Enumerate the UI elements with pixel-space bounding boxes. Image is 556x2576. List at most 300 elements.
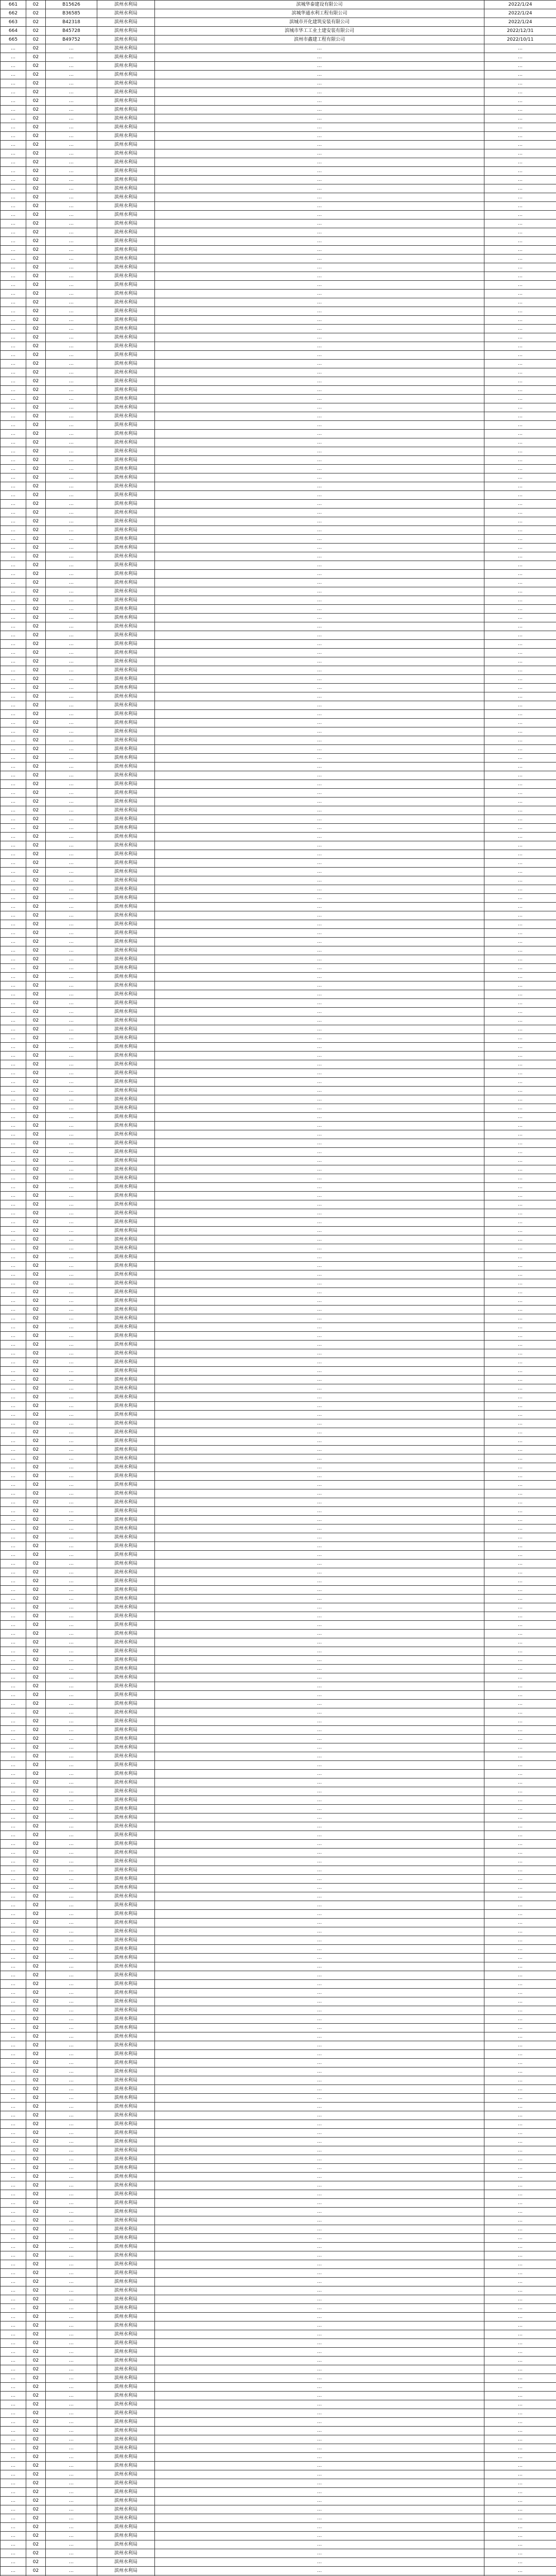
row-code: … — [46, 1428, 97, 1437]
row-date: … — [484, 421, 556, 430]
row-date: … — [484, 114, 556, 123]
row-number: … — [1, 2444, 26, 2453]
row-type: 02 — [26, 999, 46, 1008]
row-type: 02 — [26, 692, 46, 701]
row-date: … — [484, 850, 556, 859]
row-type: 02 — [26, 2260, 46, 2269]
row-code: … — [46, 1297, 97, 1306]
table-row — [1, 1, 556, 9]
row-code: … — [46, 123, 97, 132]
row-code: … — [46, 1165, 97, 1174]
table-row — [1, 193, 556, 202]
row-date: … — [484, 246, 556, 255]
row-unit: 滨州水利局 — [97, 1200, 155, 1209]
table-row — [1, 219, 556, 228]
row-name: … — [155, 1332, 484, 1341]
row-code: … — [46, 1778, 97, 1787]
table-row — [1, 2076, 556, 2085]
row-number: … — [1, 868, 26, 876]
row-number: … — [1, 1244, 26, 1253]
row-unit: 滨州水利局 — [97, 272, 155, 281]
row-number: … — [1, 2304, 26, 2313]
row-unit: 滨州水利局 — [97, 552, 155, 561]
row-unit: 滨州水利局 — [97, 2094, 155, 2103]
row-unit: 滨州水利局 — [97, 1262, 155, 1270]
row-unit: 滨州水利局 — [97, 2234, 155, 2243]
row-date: … — [484, 1060, 556, 1069]
row-number: … — [1, 780, 26, 789]
row-number: … — [1, 272, 26, 281]
row-unit: 滨州水利局 — [97, 517, 155, 526]
row-number: … — [1, 2085, 26, 2094]
row-name: … — [155, 1778, 484, 1787]
row-type: 02 — [26, 1761, 46, 1770]
row-unit: 滨州水利局 — [97, 1463, 155, 1472]
row-name: … — [155, 2418, 484, 2427]
row-date: … — [484, 876, 556, 885]
table-row — [1, 473, 556, 482]
table-row — [1, 1673, 556, 1682]
row-unit: 滨州水利局 — [97, 903, 155, 911]
row-type: 02 — [26, 2321, 46, 2330]
row-type: 02 — [26, 1104, 46, 1113]
row-type: 02 — [26, 2094, 46, 2103]
row-name: … — [155, 1875, 484, 1884]
row-date: … — [484, 219, 556, 228]
row-date: … — [484, 1997, 556, 2006]
table-row — [1, 1139, 556, 1148]
row-date: 2022/1/24 — [484, 1, 556, 9]
row-name: … — [155, 1796, 484, 1805]
row-number: … — [1, 2155, 26, 2164]
row-unit: 滨州水利局 — [97, 53, 155, 62]
row-unit: 滨州水利局 — [97, 1726, 155, 1735]
table-row — [1, 517, 556, 526]
row-unit: 滨州水利局 — [97, 1761, 155, 1770]
row-date: … — [484, 2453, 556, 2462]
row-date: … — [484, 2225, 556, 2234]
row-code: … — [46, 789, 97, 798]
row-date: … — [484, 1919, 556, 1927]
row-name: … — [155, 237, 484, 246]
row-number: … — [1, 1306, 26, 1314]
row-name: … — [155, 1104, 484, 1113]
row-code: … — [46, 290, 97, 298]
row-date: … — [484, 579, 556, 587]
row-unit: 滨州水利局 — [97, 2330, 155, 2339]
row-number: … — [1, 1560, 26, 1568]
row-type: 02 — [26, 1209, 46, 1218]
row-name: … — [155, 1157, 484, 1165]
row-unit: 滨州水利局 — [97, 2155, 155, 2164]
row-code: … — [46, 193, 97, 202]
row-name: … — [155, 132, 484, 141]
row-type: 02 — [26, 1524, 46, 1533]
row-date: … — [484, 2278, 556, 2286]
row-number: … — [1, 1052, 26, 1060]
row-type: 02 — [26, 684, 46, 692]
row-number: … — [1, 2497, 26, 2505]
row-code: … — [46, 973, 97, 981]
row-number: … — [1, 859, 26, 868]
row-name: … — [155, 1603, 484, 1612]
table-row — [1, 771, 556, 780]
table-row — [1, 1568, 556, 1577]
row-type: 02 — [26, 1323, 46, 1332]
row-number: … — [1, 53, 26, 62]
row-unit: 滨州水利局 — [97, 1673, 155, 1682]
table-row — [1, 1498, 556, 1507]
row-date: … — [484, 964, 556, 973]
row-code: … — [46, 438, 97, 447]
row-name: … — [155, 1656, 484, 1665]
table-row — [1, 255, 556, 263]
row-unit: 滨州水利局 — [97, 2024, 155, 2032]
row-type: 02 — [26, 1192, 46, 1200]
row-number: … — [1, 351, 26, 360]
row-name: … — [155, 544, 484, 552]
table-row — [1, 1078, 556, 1087]
row-unit: 滨州水利局 — [97, 1419, 155, 1428]
table-row — [1, 2392, 556, 2400]
row-code: … — [46, 964, 97, 973]
row-number: … — [1, 386, 26, 395]
row-name: … — [155, 1227, 484, 1235]
row-unit: 滨州水利局 — [97, 1323, 155, 1332]
row-number: … — [1, 1253, 26, 1262]
row-unit: 滨州水利局 — [97, 281, 155, 290]
row-number: … — [1, 71, 26, 79]
row-type: 02 — [26, 946, 46, 955]
row-unit: 滨州水利局 — [97, 1743, 155, 1752]
row-name: … — [155, 981, 484, 990]
row-code: … — [46, 228, 97, 237]
row-number: … — [1, 1630, 26, 1638]
row-number: … — [1, 1516, 26, 1524]
row-type: 02 — [26, 2374, 46, 2383]
row-unit: 滨州水利局 — [97, 1997, 155, 2006]
row-date: … — [484, 1104, 556, 1113]
table-row — [1, 421, 556, 430]
row-date: … — [484, 1980, 556, 1989]
row-date: … — [484, 1043, 556, 1052]
row-type: 02 — [26, 2181, 46, 2190]
row-number: … — [1, 1113, 26, 1122]
row-name: … — [155, 1647, 484, 1656]
table-row — [1, 2348, 556, 2357]
table-row — [1, 1770, 556, 1778]
row-number: … — [1, 1419, 26, 1428]
row-code: B49752 — [46, 36, 97, 44]
row-unit: 滨州水利局 — [97, 1393, 155, 1402]
row-code: … — [46, 622, 97, 631]
row-number: … — [1, 605, 26, 614]
table-row — [1, 981, 556, 990]
row-code: … — [46, 1008, 97, 1016]
row-code: … — [46, 806, 97, 815]
row-type: 02 — [26, 2076, 46, 2085]
row-type: 02 — [26, 1866, 46, 1875]
row-code: … — [46, 1437, 97, 1446]
table-row — [1, 1630, 556, 1638]
row-number: … — [1, 675, 26, 684]
row-code: … — [46, 1087, 97, 1095]
table-row — [1, 1717, 556, 1726]
row-code: … — [46, 1700, 97, 1708]
row-type: 02 — [26, 1253, 46, 1262]
row-name: … — [155, 1927, 484, 1936]
row-date: … — [484, 1244, 556, 1253]
row-unit: 滨州水利局 — [97, 2032, 155, 2041]
row-type: 02 — [26, 2418, 46, 2427]
row-type: 02 — [26, 2041, 46, 2050]
row-code: … — [46, 2015, 97, 2024]
row-unit: 滨州水利局 — [97, 482, 155, 491]
table-row — [1, 1892, 556, 1901]
table-row — [1, 2006, 556, 2015]
row-code: … — [46, 1726, 97, 1735]
table-row — [1, 1875, 556, 1884]
row-date: … — [484, 2094, 556, 2103]
row-name: … — [155, 2173, 484, 2181]
row-type: 02 — [26, 780, 46, 789]
row-name: … — [155, 342, 484, 351]
row-date: … — [484, 719, 556, 727]
row-number: … — [1, 2138, 26, 2146]
row-unit: 滨州水利局 — [97, 2067, 155, 2076]
row-unit: 滨州水利局 — [97, 2383, 155, 2392]
row-type: 02 — [26, 1989, 46, 1997]
row-name: … — [155, 97, 484, 106]
row-unit: 滨州水利局 — [97, 675, 155, 684]
row-number: … — [1, 473, 26, 482]
row-unit: 滨州水利局 — [97, 1332, 155, 1341]
row-name: … — [155, 1831, 484, 1840]
row-number: … — [1, 1542, 26, 1551]
row-type: 02 — [26, 2216, 46, 2225]
row-name: … — [155, 228, 484, 237]
row-name: … — [155, 841, 484, 850]
row-unit: 滨州水利局 — [97, 806, 155, 815]
table-row — [1, 596, 556, 605]
row-type: 02 — [26, 263, 46, 272]
row-number: … — [1, 1122, 26, 1130]
row-code: B45728 — [46, 27, 97, 36]
row-code: … — [46, 2549, 97, 2558]
row-type: 02 — [26, 2462, 46, 2470]
table-row — [1, 1454, 556, 1463]
row-name: … — [155, 1262, 484, 1270]
row-type: 02 — [26, 2567, 46, 2575]
row-date: … — [484, 2111, 556, 2120]
row-name: … — [155, 1814, 484, 1822]
row-unit: 滨州水利局 — [97, 176, 155, 184]
row-unit: 滨州水利局 — [97, 2479, 155, 2488]
table-row — [1, 360, 556, 368]
row-type: 02 — [26, 579, 46, 587]
row-number: … — [1, 622, 26, 631]
row-number: … — [1, 246, 26, 255]
row-name: … — [155, 771, 484, 780]
row-date: … — [484, 1971, 556, 1980]
row-code: … — [46, 1016, 97, 1025]
row-code: … — [46, 2260, 97, 2269]
row-code: … — [46, 1104, 97, 1113]
row-type: 02 — [26, 2234, 46, 2243]
table-row — [1, 53, 556, 62]
row-name: … — [155, 2497, 484, 2505]
row-type: 02 — [26, 2365, 46, 2374]
row-type: 02 — [26, 211, 46, 219]
row-unit: 滨州水利局 — [97, 727, 155, 736]
row-name: … — [155, 1989, 484, 1997]
row-name: … — [155, 552, 484, 561]
row-code: … — [46, 640, 97, 649]
row-type: 02 — [26, 1008, 46, 1016]
row-type: 02 — [26, 544, 46, 552]
row-number: … — [1, 2523, 26, 2532]
table-row — [1, 2400, 556, 2409]
row-number: … — [1, 2348, 26, 2357]
row-number: … — [1, 465, 26, 473]
row-number: … — [1, 2041, 26, 2050]
row-type: 02 — [26, 1831, 46, 1840]
row-date: … — [484, 1463, 556, 1472]
row-name: … — [155, 1665, 484, 1673]
row-date: … — [484, 325, 556, 333]
row-unit: 滨州水利局 — [97, 1752, 155, 1761]
table-row — [1, 1586, 556, 1595]
row-date: … — [484, 1297, 556, 1306]
row-unit: 滨州水利局 — [97, 158, 155, 167]
table-row — [1, 1840, 556, 1849]
row-name: … — [155, 561, 484, 570]
row-type: 02 — [26, 2015, 46, 2024]
row-code: B15626 — [46, 1, 97, 9]
row-number: … — [1, 333, 26, 342]
table-row — [1, 1524, 556, 1533]
row-code: … — [46, 2006, 97, 2015]
row-type: 02 — [26, 824, 46, 833]
row-type: 02 — [26, 535, 46, 544]
row-type: 02 — [26, 44, 46, 53]
row-name: … — [155, 2479, 484, 2488]
row-unit: 滨州水利局 — [97, 1831, 155, 1840]
row-code: … — [46, 2479, 97, 2488]
row-name: … — [155, 2269, 484, 2278]
row-number: … — [1, 1288, 26, 1297]
row-unit: 滨州水利局 — [97, 1428, 155, 1437]
table-row — [1, 71, 556, 79]
row-name: … — [155, 1577, 484, 1586]
row-date: … — [484, 2497, 556, 2505]
row-unit: 滨州水利局 — [97, 1524, 155, 1533]
table-row — [1, 920, 556, 929]
row-name: … — [155, 2567, 484, 2575]
row-code: … — [46, 666, 97, 675]
table-row — [1, 1831, 556, 1840]
row-unit: 滨州水利局 — [97, 1349, 155, 1358]
row-unit: 滨州水利局 — [97, 2286, 155, 2295]
row-name: … — [155, 1314, 484, 1323]
row-type: 02 — [26, 2339, 46, 2348]
row-date: … — [484, 255, 556, 263]
table-row — [1, 622, 556, 631]
table-row — [1, 1358, 556, 1367]
row-type: 02 — [26, 1463, 46, 1472]
row-date: … — [484, 2321, 556, 2330]
row-name: … — [155, 1025, 484, 1034]
row-unit: 滨州水利局 — [97, 771, 155, 780]
row-number: … — [1, 1787, 26, 1796]
table-row — [1, 482, 556, 491]
table-row — [1, 1104, 556, 1113]
table-row — [1, 1735, 556, 1743]
row-name: … — [155, 2278, 484, 2286]
table-row — [1, 1516, 556, 1524]
row-code: … — [46, 2181, 97, 2190]
row-date: … — [484, 535, 556, 544]
row-code: … — [46, 1025, 97, 1034]
row-unit: 滨州水利局 — [97, 762, 155, 771]
table-row — [1, 1787, 556, 1796]
row-code: … — [46, 2216, 97, 2225]
row-code: … — [46, 1866, 97, 1875]
row-number: … — [1, 841, 26, 850]
row-number: … — [1, 2488, 26, 2497]
table-row — [1, 2216, 556, 2225]
row-code: … — [46, 1805, 97, 1814]
row-name: … — [155, 1349, 484, 1358]
row-code: … — [46, 1673, 97, 1682]
row-number: … — [1, 894, 26, 903]
row-name: … — [155, 1411, 484, 1419]
row-date: … — [484, 2076, 556, 2085]
table-row — [1, 1822, 556, 1831]
row-code: … — [46, 2321, 97, 2330]
row-type: 02 — [26, 412, 46, 421]
row-date: … — [484, 281, 556, 290]
row-type: 02 — [26, 1542, 46, 1551]
row-date: … — [484, 955, 556, 964]
row-name: … — [155, 1341, 484, 1349]
row-code: … — [46, 1288, 97, 1297]
row-type: 02 — [26, 2304, 46, 2313]
row-number: … — [1, 587, 26, 596]
row-date: … — [484, 132, 556, 141]
row-name: … — [155, 833, 484, 841]
table-row — [1, 1472, 556, 1481]
row-code: … — [46, 736, 97, 745]
table-row — [1, 798, 556, 806]
row-code: … — [46, 1612, 97, 1621]
row-date: … — [484, 1866, 556, 1875]
row-type: 02 — [26, 649, 46, 657]
row-number: … — [1, 1822, 26, 1831]
row-type: 02 — [26, 657, 46, 666]
row-name: … — [155, 2435, 484, 2444]
row-unit: 滨州水利局 — [97, 1971, 155, 1980]
table-row — [1, 149, 556, 158]
row-name: … — [155, 491, 484, 500]
row-name: … — [155, 2444, 484, 2453]
row-date: … — [484, 1025, 556, 1034]
table-row — [1, 1980, 556, 1989]
table-row — [1, 2269, 556, 2278]
row-unit: 滨州水利局 — [97, 491, 155, 500]
row-code: … — [46, 1560, 97, 1568]
row-name: … — [155, 1700, 484, 1708]
